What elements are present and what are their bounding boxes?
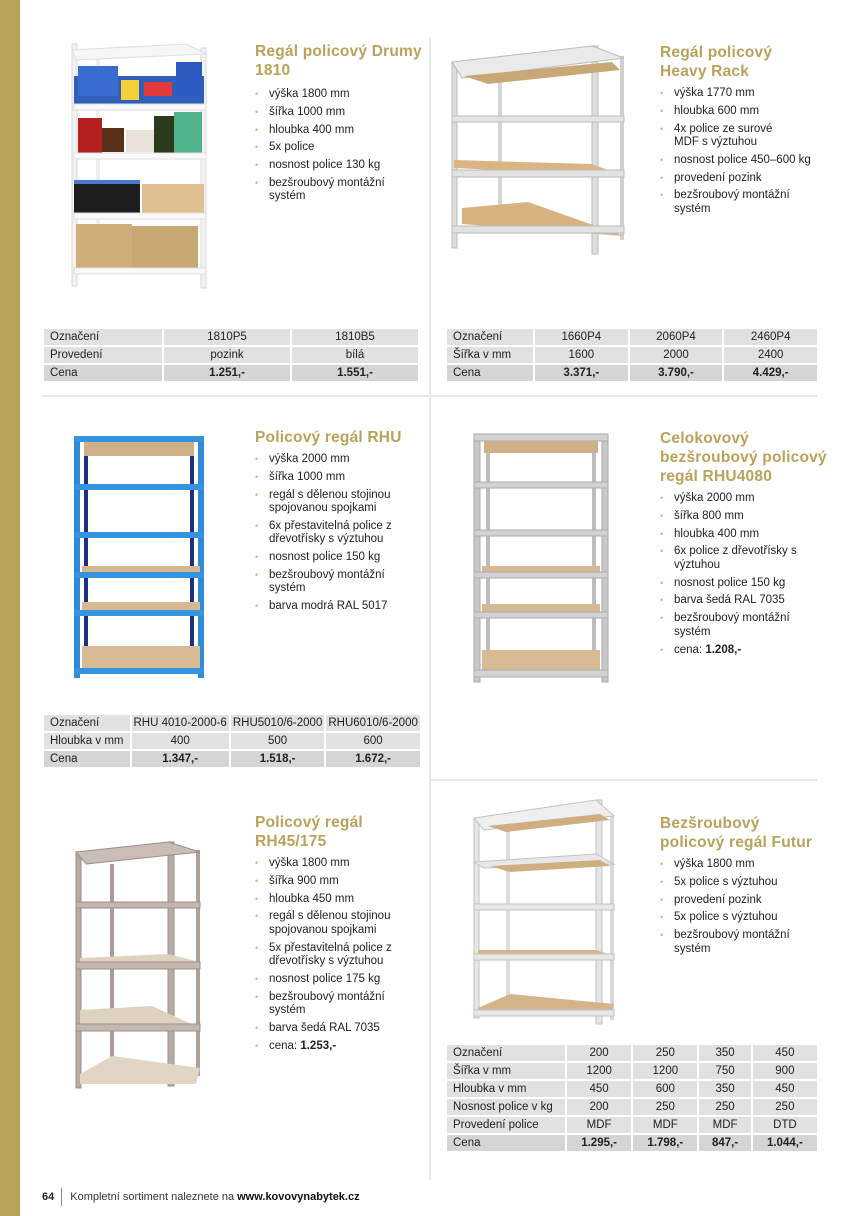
spec-item: • provedení pozink	[659, 172, 829, 186]
table-cell: 900	[753, 1063, 817, 1079]
section-divider	[430, 779, 817, 781]
spec-item: • bezšroubový montážní systém	[659, 189, 799, 216]
product-title	[255, 813, 363, 851]
spec-item: • výška 1800 mm	[254, 857, 424, 871]
spec-item-price	[659, 644, 829, 658]
spec-item: • hloubka 600 mm	[659, 105, 829, 119]
table-row	[447, 1045, 817, 1061]
table-cell: 400	[132, 733, 229, 749]
spec-item: • hloubka 400 mm	[254, 124, 424, 138]
table-cell: 1200	[567, 1063, 631, 1079]
price-cell: 1.251,-	[164, 365, 290, 381]
table-cell: RHU5010/6-2000	[232, 717, 323, 729]
price-cell: 1.044,-	[753, 1135, 817, 1151]
product-title-line: Regál policový	[660, 44, 773, 61]
spec-item: • výška 2000 mm	[254, 453, 424, 467]
table-cell: Označení	[447, 329, 533, 345]
table-cell: MDF	[699, 1117, 750, 1133]
white-shelf-with-goods-image	[66, 40, 214, 292]
table-cell: 250	[633, 1099, 697, 1115]
spec-item: • barva šedá RAL 7035	[254, 1022, 424, 1036]
product-title	[660, 43, 772, 81]
grey-metal-shelf-image	[470, 432, 612, 686]
table-row	[447, 329, 817, 345]
spec-item: • hloubka 400 mm	[659, 528, 829, 542]
spec-item: • 5x police s výztuhou	[659, 911, 829, 925]
product-title	[255, 42, 422, 80]
table-cell: MDF	[633, 1117, 697, 1133]
product-title	[660, 814, 812, 852]
table-cell: 250	[633, 1045, 697, 1061]
price-cell: 4.429,-	[724, 365, 817, 381]
table-cell: Cena	[447, 1135, 565, 1151]
spec-item: • barva šedá RAL 7035	[659, 594, 829, 608]
table-cell: 2400	[724, 347, 817, 363]
blue-shelf-image	[72, 434, 206, 682]
product-title-line: Policový regál RHU	[255, 429, 402, 446]
table-cell: 200	[567, 1045, 631, 1061]
table-row	[447, 347, 817, 363]
table-cell: 450	[753, 1045, 817, 1061]
spec-item-price	[254, 1040, 424, 1054]
spec-list	[659, 492, 829, 661]
table-cell: Označení	[44, 715, 130, 731]
table-cell: pozink	[164, 347, 290, 363]
spec-list	[659, 858, 829, 960]
price-cell: 3.790,-	[630, 365, 723, 381]
price-cell: 1.672,-	[326, 751, 420, 767]
spec-item: • barva modrá RAL 5017	[254, 600, 424, 614]
table-cell: Cena	[447, 365, 533, 381]
table-cell: MDF	[567, 1117, 631, 1133]
product-title-line: Celokovový	[660, 430, 750, 447]
product-title-line: policový regál Futur	[660, 834, 813, 851]
price-label: cena:	[269, 1039, 298, 1052]
spec-item: • šířka 1000 mm	[254, 471, 424, 485]
footer-text: Kompletní sortiment naleznete na	[70, 1191, 235, 1203]
spec-item: • nosnost police 130 kg	[254, 159, 424, 173]
table-cell: 500	[231, 733, 325, 749]
price-value: 1.208,-	[705, 643, 742, 656]
spec-item: • výška 1770 mm	[659, 87, 829, 101]
table-cell: 450	[753, 1081, 817, 1097]
price-table	[42, 327, 420, 383]
spec-item: • výška 1800 mm	[659, 858, 829, 872]
table-cell: RHU6010/6-2000	[328, 717, 418, 729]
price-cell: 1.518,-	[231, 751, 325, 767]
product-title	[255, 428, 402, 447]
table-cell: 1810B5	[292, 329, 418, 345]
column-divider	[429, 38, 431, 1180]
grey-beige-shelf-image	[72, 838, 206, 1094]
table-cell: 750	[699, 1063, 750, 1079]
spec-list	[659, 87, 829, 221]
accent-side-bar	[0, 0, 20, 1216]
table-cell: 1600	[535, 347, 628, 363]
galvanized-heavy-rack-image	[448, 40, 628, 258]
table-cell: 200	[567, 1099, 631, 1115]
table-cell: 2060P4	[630, 329, 723, 345]
price-cell: 1.551,-	[292, 365, 418, 381]
table-cell: DTD	[753, 1117, 817, 1133]
product-title-line: Policový regál	[255, 814, 363, 831]
table-cell: Provedení	[44, 347, 162, 363]
product-title-line: RH45/175	[255, 833, 327, 850]
price-cell: 1.347,-	[132, 751, 229, 767]
spec-item: • 5x police	[254, 141, 424, 155]
spec-item: • bezšroubový montážní systém	[254, 991, 394, 1018]
table-cell: 450	[567, 1081, 631, 1097]
table-cell: Hloubka v mm	[44, 733, 130, 749]
price-cell: 1.295,-	[567, 1135, 631, 1151]
spec-item: • nosnost police 150 kg	[659, 577, 829, 591]
spec-item: • nosnost police 450–600 kg	[659, 154, 829, 168]
table-row	[44, 329, 418, 345]
table-row	[447, 365, 817, 381]
table-row	[44, 715, 420, 731]
spec-item: • 5x police s výztuhou	[659, 876, 829, 890]
table-cell: bílá	[292, 347, 418, 363]
page-number: 64	[42, 1191, 55, 1203]
product-title-line: Heavy Rack	[660, 63, 750, 80]
table-cell: 250	[699, 1099, 750, 1115]
table-cell: Označení	[44, 329, 162, 345]
table-cell: Šířka v mm	[447, 347, 533, 363]
table-cell: 600	[326, 733, 420, 749]
product-title-line: 1810	[255, 62, 291, 79]
spec-list	[254, 453, 424, 618]
table-cell: 2000	[630, 347, 723, 363]
table-cell: 1660P4	[535, 329, 628, 345]
spec-item: • regál s dělenou stojinou spojovanou spojkami	[254, 489, 404, 516]
table-row	[447, 1117, 817, 1133]
table-cell: Hloubka v mm	[447, 1081, 565, 1097]
table-cell: Cena	[44, 751, 130, 767]
table-row	[447, 1063, 817, 1079]
table-cell: Cena	[44, 365, 162, 381]
table-cell: RHU 4010-2000-6	[133, 717, 227, 729]
section-divider	[42, 395, 817, 397]
price-table	[42, 713, 422, 769]
table-cell: 2460P4	[724, 329, 817, 345]
price-label: cena:	[674, 643, 703, 656]
table-row	[44, 751, 420, 767]
spec-list	[254, 88, 424, 208]
price-table	[445, 327, 819, 383]
spec-item: • provedení pozink	[659, 894, 829, 908]
table-cell: Provedení police	[447, 1117, 565, 1133]
galvanized-futur-shelf-image	[470, 796, 616, 1028]
spec-item: • 6x police z dřevotřísky s výztuhou	[659, 545, 799, 572]
product-title-line: bezšroubový policový	[660, 449, 827, 466]
table-cell: 350	[699, 1081, 750, 1097]
spec-list	[254, 857, 424, 1058]
spec-item: • šířka 900 mm	[254, 875, 424, 889]
spec-item: • 6x přestavitelná police z dřevotřísky s výztuhou	[254, 520, 419, 547]
spec-item: • výška 1800 mm	[254, 88, 424, 102]
spec-item: • bezšroubový montážní systém	[254, 569, 394, 596]
table-cell: 600	[633, 1081, 697, 1097]
footer-separator	[61, 1188, 62, 1206]
product-title-line: Regál policový Drumy	[255, 43, 422, 60]
table-cell: Označení	[447, 1045, 565, 1061]
spec-item: • šířka 1000 mm	[254, 106, 424, 120]
spec-item: • nosnost police 175 kg	[254, 973, 424, 987]
spec-item: • bezšroubový montážní systém	[659, 929, 799, 956]
spec-item: • hloubka 450 mm	[254, 893, 424, 907]
table-row	[447, 1135, 817, 1151]
table-row	[447, 1081, 817, 1097]
spec-item: • šířka 800 mm	[659, 510, 829, 524]
product-title	[660, 429, 827, 486]
table-cell: 1200	[633, 1063, 697, 1079]
price-value: 1.253,-	[300, 1039, 337, 1052]
spec-item: • regál s dělenou stojinou spojovanou spojkami	[254, 910, 404, 937]
spec-item: • 4x police ze surové MDF s výztuhou	[659, 123, 799, 150]
page-footer	[42, 1188, 360, 1206]
price-table	[445, 1043, 819, 1153]
table-row	[447, 1099, 817, 1115]
table-cell: 350	[699, 1045, 750, 1061]
price-cell: 1.798,-	[633, 1135, 697, 1151]
spec-item: • nosnost police 150 kg	[254, 551, 424, 565]
product-title-line: regál RHU4080	[660, 468, 773, 485]
price-cell: 3.371,-	[535, 365, 628, 381]
table-row	[44, 733, 420, 749]
table-cell: 1810P5	[164, 329, 290, 345]
price-cell: 847,-	[699, 1135, 750, 1151]
product-title-line: Bezšroubový	[660, 815, 760, 832]
website-link[interactable]: www.kovovynabytek.cz	[237, 1191, 360, 1203]
table-cell: Nosnost police v kg	[447, 1099, 565, 1115]
spec-item: • 5x přestavitelná police z dřevotřísky s výztuhou	[254, 942, 419, 969]
table-cell: 250	[753, 1099, 817, 1115]
spec-item: • výška 2000 mm	[659, 492, 829, 506]
spec-item: • bezšroubový montážní systém	[659, 612, 799, 639]
table-cell: Šířka v mm	[447, 1063, 565, 1079]
table-row	[44, 347, 418, 363]
spec-item: • bezšroubový montážní systém	[254, 177, 394, 204]
table-row	[44, 365, 418, 381]
